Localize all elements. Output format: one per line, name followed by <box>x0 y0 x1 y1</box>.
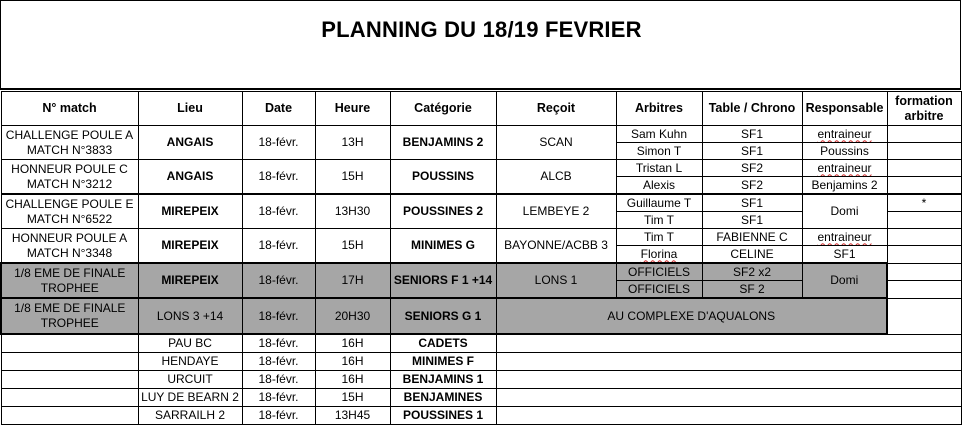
categorie-cell[interactable]: POUSSINES 1 <box>390 407 496 425</box>
match-label[interactable]: CHALLENGE POULE A MATCH N°3833 <box>1 126 138 160</box>
arbitre-cell[interactable]: Florina <box>616 246 702 264</box>
date-cell[interactable]: 18-févr. <box>242 263 315 298</box>
table-row <box>1 298 961 334</box>
lieu-cell[interactable]: PAU BC <box>138 334 242 353</box>
heure-cell[interactable]: 13H <box>315 126 390 160</box>
heure-cell[interactable]: 20H30 <box>315 298 390 334</box>
date-cell[interactable]: 18-févr. <box>242 160 315 195</box>
table-chrono-cell[interactable]: SF1 <box>702 143 802 160</box>
date-cell[interactable]: 18-févr. <box>242 407 315 425</box>
formation-cell[interactable] <box>887 212 961 229</box>
arbitre-cell[interactable]: Simon T <box>616 143 702 160</box>
table-row <box>1 353 961 371</box>
responsable-cell[interactable]: Domi <box>802 194 887 229</box>
formation-cell[interactable] <box>887 229 961 246</box>
table-row <box>1 334 961 353</box>
date-cell[interactable]: 18-févr. <box>242 334 315 353</box>
lieu-cell[interactable]: HENDAYE <box>138 353 242 371</box>
header-responsable: Responsable <box>802 92 887 126</box>
table-row <box>1 194 961 212</box>
match-label[interactable] <box>1 334 138 353</box>
heure-cell[interactable]: 16H <box>315 334 390 353</box>
categorie-cell[interactable]: SENIORS F 1 +14 <box>390 263 496 298</box>
table-chrono-cell[interactable]: SF1 <box>702 126 802 143</box>
heure-cell[interactable]: 15H <box>315 389 390 407</box>
match-label[interactable] <box>1 371 138 389</box>
header-formation-arbitre <box>887 92 961 126</box>
empty-cell[interactable] <box>496 371 961 389</box>
header-categorie: Catégorie <box>390 92 496 126</box>
table-chrono-cell[interactable]: SF2 x2 <box>702 263 802 281</box>
arbitre-cell[interactable]: Guillaume T <box>616 194 702 212</box>
categorie-cell[interactable]: CADETS <box>390 334 496 353</box>
responsable-cell[interactable]: entraineur <box>802 229 887 246</box>
table-row <box>1 160 961 177</box>
header-heure: Heure <box>315 92 390 126</box>
match-label[interactable]: CHALLENGE POULE E MATCH N°6522 <box>1 194 138 229</box>
empty-cell[interactable] <box>496 389 961 407</box>
date-cell[interactable]: 18-févr. <box>242 389 315 407</box>
arbitre-cell[interactable]: Tim T <box>616 229 702 246</box>
categorie-cell[interactable]: BENJAMINS 1 <box>390 371 496 389</box>
table-row <box>1 371 961 389</box>
formation-cell[interactable] <box>887 298 961 334</box>
arbitre-cell[interactable]: Tim T <box>616 212 702 229</box>
table-chrono-cell[interactable]: CELINE <box>702 246 802 264</box>
responsable-cell[interactable]: SF1 <box>802 246 887 264</box>
date-cell[interactable]: 18-févr. <box>242 371 315 389</box>
header-formation-line1: formation <box>895 93 953 108</box>
formation-cell[interactable]: * <box>887 194 961 212</box>
categorie-cell[interactable]: POUSSINES 2 <box>390 194 496 229</box>
categorie-cell[interactable]: MINIMES F <box>390 353 496 371</box>
header-row <box>1 92 961 126</box>
match-label[interactable]: HONNEUR POULE A MATCH N°3348 <box>1 229 138 264</box>
lieu-cell[interactable]: MIREPEIX <box>138 229 242 264</box>
responsable-cell[interactable]: Domi <box>802 263 887 298</box>
lieu-cell[interactable]: URCUIT <box>138 371 242 389</box>
table-chrono-cell[interactable]: SF2 <box>702 160 802 177</box>
recoit-cell[interactable]: LONS 1 <box>496 263 616 298</box>
match-label[interactable]: 1/8 EME DE FINALE TROPHEE <box>1 298 138 334</box>
heure-cell[interactable]: 15H <box>315 229 390 264</box>
header-match: N° match <box>1 92 138 126</box>
formation-cell[interactable] <box>887 126 961 143</box>
formation-cell[interactable] <box>887 246 961 264</box>
formation-cell[interactable] <box>887 177 961 195</box>
lieu-cell[interactable]: MIREPEIX <box>138 194 242 229</box>
heure-cell[interactable]: 17H <box>315 263 390 298</box>
categorie-cell[interactable]: MINIMES G <box>390 229 496 264</box>
arbitre-cell[interactable]: Tristan L <box>616 160 702 177</box>
table-row <box>1 263 961 281</box>
table-row <box>1 229 961 246</box>
table-chrono-cell[interactable]: SF2 <box>702 177 802 195</box>
header-date: Date <box>242 92 315 126</box>
lieu-cell[interactable]: MIREPEIX <box>138 263 242 298</box>
venue-note[interactable]: AU COMPLEXE D'AQUALONS <box>496 298 887 334</box>
heure-cell[interactable]: 15H <box>315 160 390 195</box>
table-row <box>1 389 961 407</box>
lieu-cell[interactable]: LONS 3 +14 <box>138 298 242 334</box>
arbitre-cell[interactable]: Alexis <box>616 177 702 195</box>
categorie-cell[interactable]: POUSSINS <box>390 160 496 195</box>
heure-cell[interactable]: 13H30 <box>315 194 390 229</box>
header-table-chrono: Table / Chrono <box>702 92 802 126</box>
formation-cell[interactable] <box>887 143 961 160</box>
formation-cell[interactable] <box>887 263 961 281</box>
recoit-cell[interactable]: SCAN <box>496 126 616 160</box>
table-row <box>1 126 961 143</box>
categorie-cell[interactable]: BENJAMINS 2 <box>390 126 496 160</box>
arbitre-cell[interactable]: OFFICIELS <box>616 263 702 281</box>
recoit-cell[interactable]: ALCB <box>496 160 616 195</box>
date-cell[interactable]: 18-févr. <box>242 194 315 229</box>
categorie-cell[interactable]: SENIORS G 1 <box>390 298 496 334</box>
arbitre-cell[interactable]: Sam Kuhn <box>616 126 702 143</box>
lieu-cell[interactable]: LUY DE BEARN 2 <box>138 389 242 407</box>
header-formation-line2: arbitre <box>904 108 944 123</box>
match-label[interactable]: 1/8 EME DE FINALE TROPHEE <box>1 263 138 298</box>
table-chrono-cell[interactable]: SF1 <box>702 194 802 212</box>
table-chrono-cell[interactable]: SF 2 <box>702 281 802 299</box>
empty-cell[interactable] <box>496 407 961 425</box>
table-chrono-cell[interactable]: FABIENNE C <box>702 229 802 246</box>
recoit-cell[interactable]: LEMBEYE 2 <box>496 194 616 229</box>
heure-cell[interactable]: 16H <box>315 371 390 389</box>
match-label[interactable] <box>1 353 138 371</box>
responsable-cell[interactable]: entraineur <box>802 126 887 143</box>
formation-cell[interactable] <box>887 160 961 177</box>
date-cell[interactable]: 18-févr. <box>242 126 315 160</box>
header-arbitres: Arbitres <box>616 92 702 126</box>
heure-cell[interactable]: 13H45 <box>315 407 390 425</box>
responsable-cell[interactable]: entraineur <box>802 160 887 177</box>
date-cell[interactable]: 18-févr. <box>242 229 315 264</box>
empty-cell[interactable] <box>496 334 961 353</box>
lieu-cell[interactable]: ANGAIS <box>138 160 242 195</box>
arbitre-cell[interactable]: OFFICIELS <box>616 281 702 299</box>
formation-cell[interactable] <box>887 281 961 299</box>
match-label[interactable]: HONNEUR POULE C MATCH N°3212 <box>1 160 138 195</box>
header-lieu: Lieu <box>138 92 242 126</box>
table-chrono-cell[interactable]: SF1 <box>702 212 802 229</box>
match-label[interactable] <box>1 407 138 425</box>
recoit-cell[interactable]: BAYONNE/ACBB 3 <box>496 229 616 264</box>
table-row <box>1 407 961 425</box>
categorie-cell[interactable]: BENJAMINES <box>390 389 496 407</box>
page-title: PLANNING DU 18/19 FEVRIER <box>321 17 642 42</box>
responsable-cell[interactable]: Benjamins 2 <box>802 177 887 195</box>
responsable-cell[interactable]: Poussins <box>802 143 887 160</box>
header-recoit: Reçoit <box>496 92 616 126</box>
lieu-cell[interactable]: ANGAIS <box>138 126 242 160</box>
heure-cell[interactable]: 16H <box>315 353 390 371</box>
empty-cell[interactable] <box>496 353 961 371</box>
match-label[interactable] <box>1 389 138 407</box>
date-cell[interactable]: 18-févr. <box>242 353 315 371</box>
date-cell[interactable]: 18-févr. <box>242 298 315 334</box>
planning-table <box>0 91 962 425</box>
title-area <box>0 0 961 90</box>
lieu-cell[interactable]: SARRAILH 2 <box>138 407 242 425</box>
